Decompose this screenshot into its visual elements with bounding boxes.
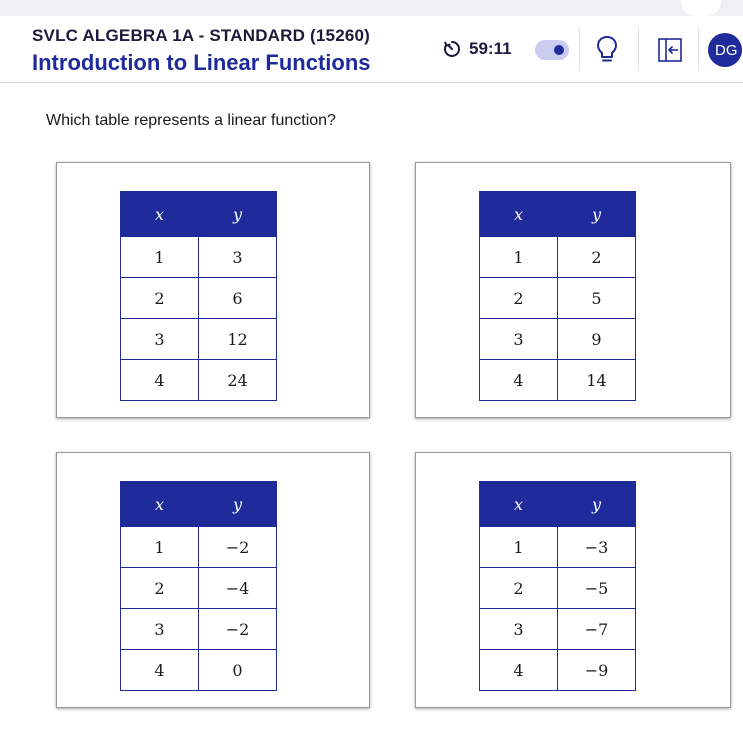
cell-x: 4 [121, 650, 199, 691]
exit-button[interactable] [656, 36, 684, 64]
table-row [121, 527, 277, 568]
cell-x: 1 [480, 237, 558, 278]
table-row [480, 527, 636, 568]
cell-y: 12 [199, 319, 277, 360]
cell-y: 14 [558, 360, 636, 401]
course-title: SVLC ALGEBRA 1A - STANDARD (15260) [32, 26, 371, 45]
cell-x: 2 [480, 278, 558, 319]
column-header-x: x [480, 192, 558, 237]
table-row [480, 650, 636, 691]
timer-icon [442, 39, 462, 59]
table-row [480, 278, 636, 319]
cell-x: 3 [121, 319, 199, 360]
table-row [121, 650, 277, 691]
table-row [121, 609, 277, 650]
table-row [121, 278, 277, 319]
column-header-x: x [480, 482, 558, 527]
cell-x: 1 [121, 527, 199, 568]
lesson-title: Introduction to Linear Functions [32, 50, 371, 75]
cell-y: −3 [558, 527, 636, 568]
cell-y: 9 [558, 319, 636, 360]
browser-top-strip [0, 0, 743, 16]
answer-choice-a[interactable] [56, 162, 370, 418]
table-row [121, 568, 277, 609]
table-row [480, 360, 636, 401]
cell-x: 2 [480, 568, 558, 609]
table-header-row [121, 192, 277, 237]
avatar[interactable]: DG [708, 33, 742, 67]
cell-x: 1 [480, 527, 558, 568]
column-header-y: y [199, 482, 277, 527]
cell-x: 4 [121, 360, 199, 401]
answer-choice-d[interactable] [415, 452, 731, 708]
cell-x: 3 [480, 609, 558, 650]
cell-y: 3 [199, 237, 277, 278]
table-row [121, 360, 277, 401]
hint-button[interactable] [592, 34, 622, 66]
timer[interactable] [442, 38, 512, 60]
cell-x: 3 [121, 609, 199, 650]
cell-y: 5 [558, 278, 636, 319]
cell-x: 2 [121, 278, 199, 319]
function-table [479, 191, 636, 401]
cell-y: −9 [558, 650, 636, 691]
table-header-row [480, 482, 636, 527]
app-header [0, 16, 743, 83]
table-header-row [121, 482, 277, 527]
cell-y: −4 [199, 568, 277, 609]
cell-x: 2 [121, 568, 199, 609]
timer-toggle[interactable] [535, 40, 569, 60]
cell-y: −2 [199, 527, 277, 568]
cell-y: 2 [558, 237, 636, 278]
column-header-x: x [121, 192, 199, 237]
top-tab-cap [681, 0, 721, 16]
function-table [120, 191, 277, 401]
table-header-row [480, 192, 636, 237]
cell-x: 4 [480, 360, 558, 401]
timer-value: 59:11 [469, 39, 512, 58]
header-divider [579, 28, 580, 70]
column-header-y: y [199, 192, 277, 237]
table-row [480, 319, 636, 360]
answer-choice-b[interactable] [415, 162, 731, 418]
cell-y: −2 [199, 609, 277, 650]
header-divider [638, 28, 639, 70]
cell-y: 6 [199, 278, 277, 319]
cell-y: −5 [558, 568, 636, 609]
cell-x: 3 [480, 319, 558, 360]
cell-x: 1 [121, 237, 199, 278]
table-row [121, 319, 277, 360]
cell-y: 0 [199, 650, 277, 691]
question-prompt: Which table represents a linear function? [46, 112, 336, 129]
table-row [480, 568, 636, 609]
column-header-x: x [121, 482, 199, 527]
header-divider [698, 28, 699, 70]
table-row [121, 237, 277, 278]
column-header-y: y [558, 192, 636, 237]
cell-x: 4 [480, 650, 558, 691]
cell-y: −7 [558, 609, 636, 650]
table-row [480, 609, 636, 650]
answer-choice-c[interactable] [56, 452, 370, 708]
toggle-knob [554, 45, 564, 55]
function-table [479, 481, 636, 691]
function-table [120, 481, 277, 691]
exit-icon [657, 37, 683, 63]
lightbulb-icon [596, 35, 618, 65]
table-row [480, 237, 636, 278]
column-header-y: y [558, 482, 636, 527]
cell-y: 24 [199, 360, 277, 401]
